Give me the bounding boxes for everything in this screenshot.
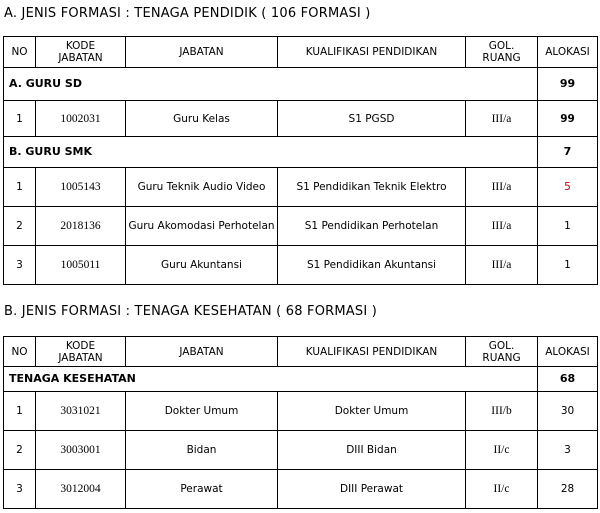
group-total: 7 (538, 137, 598, 168)
row-kualifikasi: Dokter Umum (278, 392, 466, 431)
row-alokasi: 5 (538, 168, 598, 207)
row-jabatan: Perawat (126, 470, 278, 509)
group-row-guru-smk (4, 137, 598, 168)
row-kualifikasi: S1 Pendidikan Teknik Elektro (278, 168, 466, 207)
table-row (4, 431, 598, 470)
row-kode: 2018136 (36, 207, 126, 246)
header-gol-ruang: GOL. RUANG (466, 337, 538, 367)
row-kualifikasi: S1 PGSD (278, 101, 466, 137)
header-alokasi: ALOKASI (538, 37, 598, 68)
row-kode: 1002031 (36, 101, 126, 137)
table-row (4, 207, 598, 246)
row-gol: III/a (466, 168, 538, 207)
row-alokasi: 28 (538, 470, 598, 509)
row-jabatan: Bidan (126, 431, 278, 470)
header-alokasi: ALOKASI (538, 337, 598, 367)
row-jabatan: Guru Teknik Audio Video (126, 168, 278, 207)
header-jabatan: JABATAN (126, 37, 278, 68)
row-kualifikasi: DIII Perawat (278, 470, 466, 509)
row-no: 3 (4, 246, 36, 285)
table-row (4, 246, 598, 285)
group-label: TENAGA KESEHATAN (4, 367, 538, 392)
row-alokasi: 1 (538, 246, 598, 285)
row-gol: III/b (466, 392, 538, 431)
row-no: 2 (4, 431, 36, 470)
row-alokasi: 3 (538, 431, 598, 470)
row-kualifikasi: S1 Pendidikan Perhotelan (278, 207, 466, 246)
row-kode: 3012004 (36, 470, 126, 509)
table-row (4, 101, 598, 137)
row-gol: III/a (466, 207, 538, 246)
row-kode: 3031021 (36, 392, 126, 431)
row-alokasi: 30 (538, 392, 598, 431)
row-no: 1 (4, 392, 36, 431)
row-alokasi: 99 (538, 101, 598, 137)
row-no: 1 (4, 101, 36, 137)
row-gol: III/a (466, 101, 538, 137)
row-kode: 1005143 (36, 168, 126, 207)
header-gol-ruang: GOL. RUANG (466, 37, 538, 68)
group-row-guru-sd (4, 68, 598, 101)
row-gol: III/a (466, 246, 538, 285)
table-header-row (4, 337, 598, 367)
table-row (4, 168, 598, 207)
header-no: NO (4, 37, 36, 68)
section-a-title: A. JENIS FORMASI : TENAGA PENDIDIK ( 106 FORMASI ) (4, 6, 371, 21)
row-kualifikasi: S1 Pendidikan Akuntansi (278, 246, 466, 285)
row-kode: 3003001 (36, 431, 126, 470)
header-kode-jabatan: KODE JABATAN (36, 337, 126, 367)
group-total: 99 (538, 68, 598, 101)
table-row (4, 392, 598, 431)
group-label: A. GURU SD (4, 68, 538, 101)
table-row (4, 470, 598, 509)
row-kualifikasi: DIII Bidan (278, 431, 466, 470)
row-alokasi: 1 (538, 207, 598, 246)
row-jabatan: Guru Kelas (126, 101, 278, 137)
row-gol: II/c (466, 431, 538, 470)
row-gol: II/c (466, 470, 538, 509)
section-b-title: B. JENIS FORMASI : TENAGA KESEHATAN ( 68 FORMASI ) (4, 304, 377, 319)
header-no: NO (4, 337, 36, 367)
row-jabatan: Guru Akuntansi (126, 246, 278, 285)
group-total: 68 (538, 367, 598, 392)
row-jabatan: Guru Akomodasi Perhotelan (126, 207, 278, 246)
table-header-row (4, 37, 598, 68)
header-kualifikasi: KUALIFIKASI PENDIDIKAN (278, 337, 466, 367)
row-kode: 1005011 (36, 246, 126, 285)
group-row-tenaga-kesehatan (4, 367, 598, 392)
row-no: 1 (4, 168, 36, 207)
row-no: 3 (4, 470, 36, 509)
row-no: 2 (4, 207, 36, 246)
header-jabatan: JABATAN (126, 337, 278, 367)
group-label: B. GURU SMK (4, 137, 538, 168)
tenaga-pendidik-table (3, 36, 598, 285)
header-kualifikasi: KUALIFIKASI PENDIDIKAN (278, 37, 466, 68)
tenaga-kesehatan-table (3, 336, 598, 509)
header-kode-jabatan: KODE JABATAN (36, 37, 126, 68)
row-jabatan: Dokter Umum (126, 392, 278, 431)
